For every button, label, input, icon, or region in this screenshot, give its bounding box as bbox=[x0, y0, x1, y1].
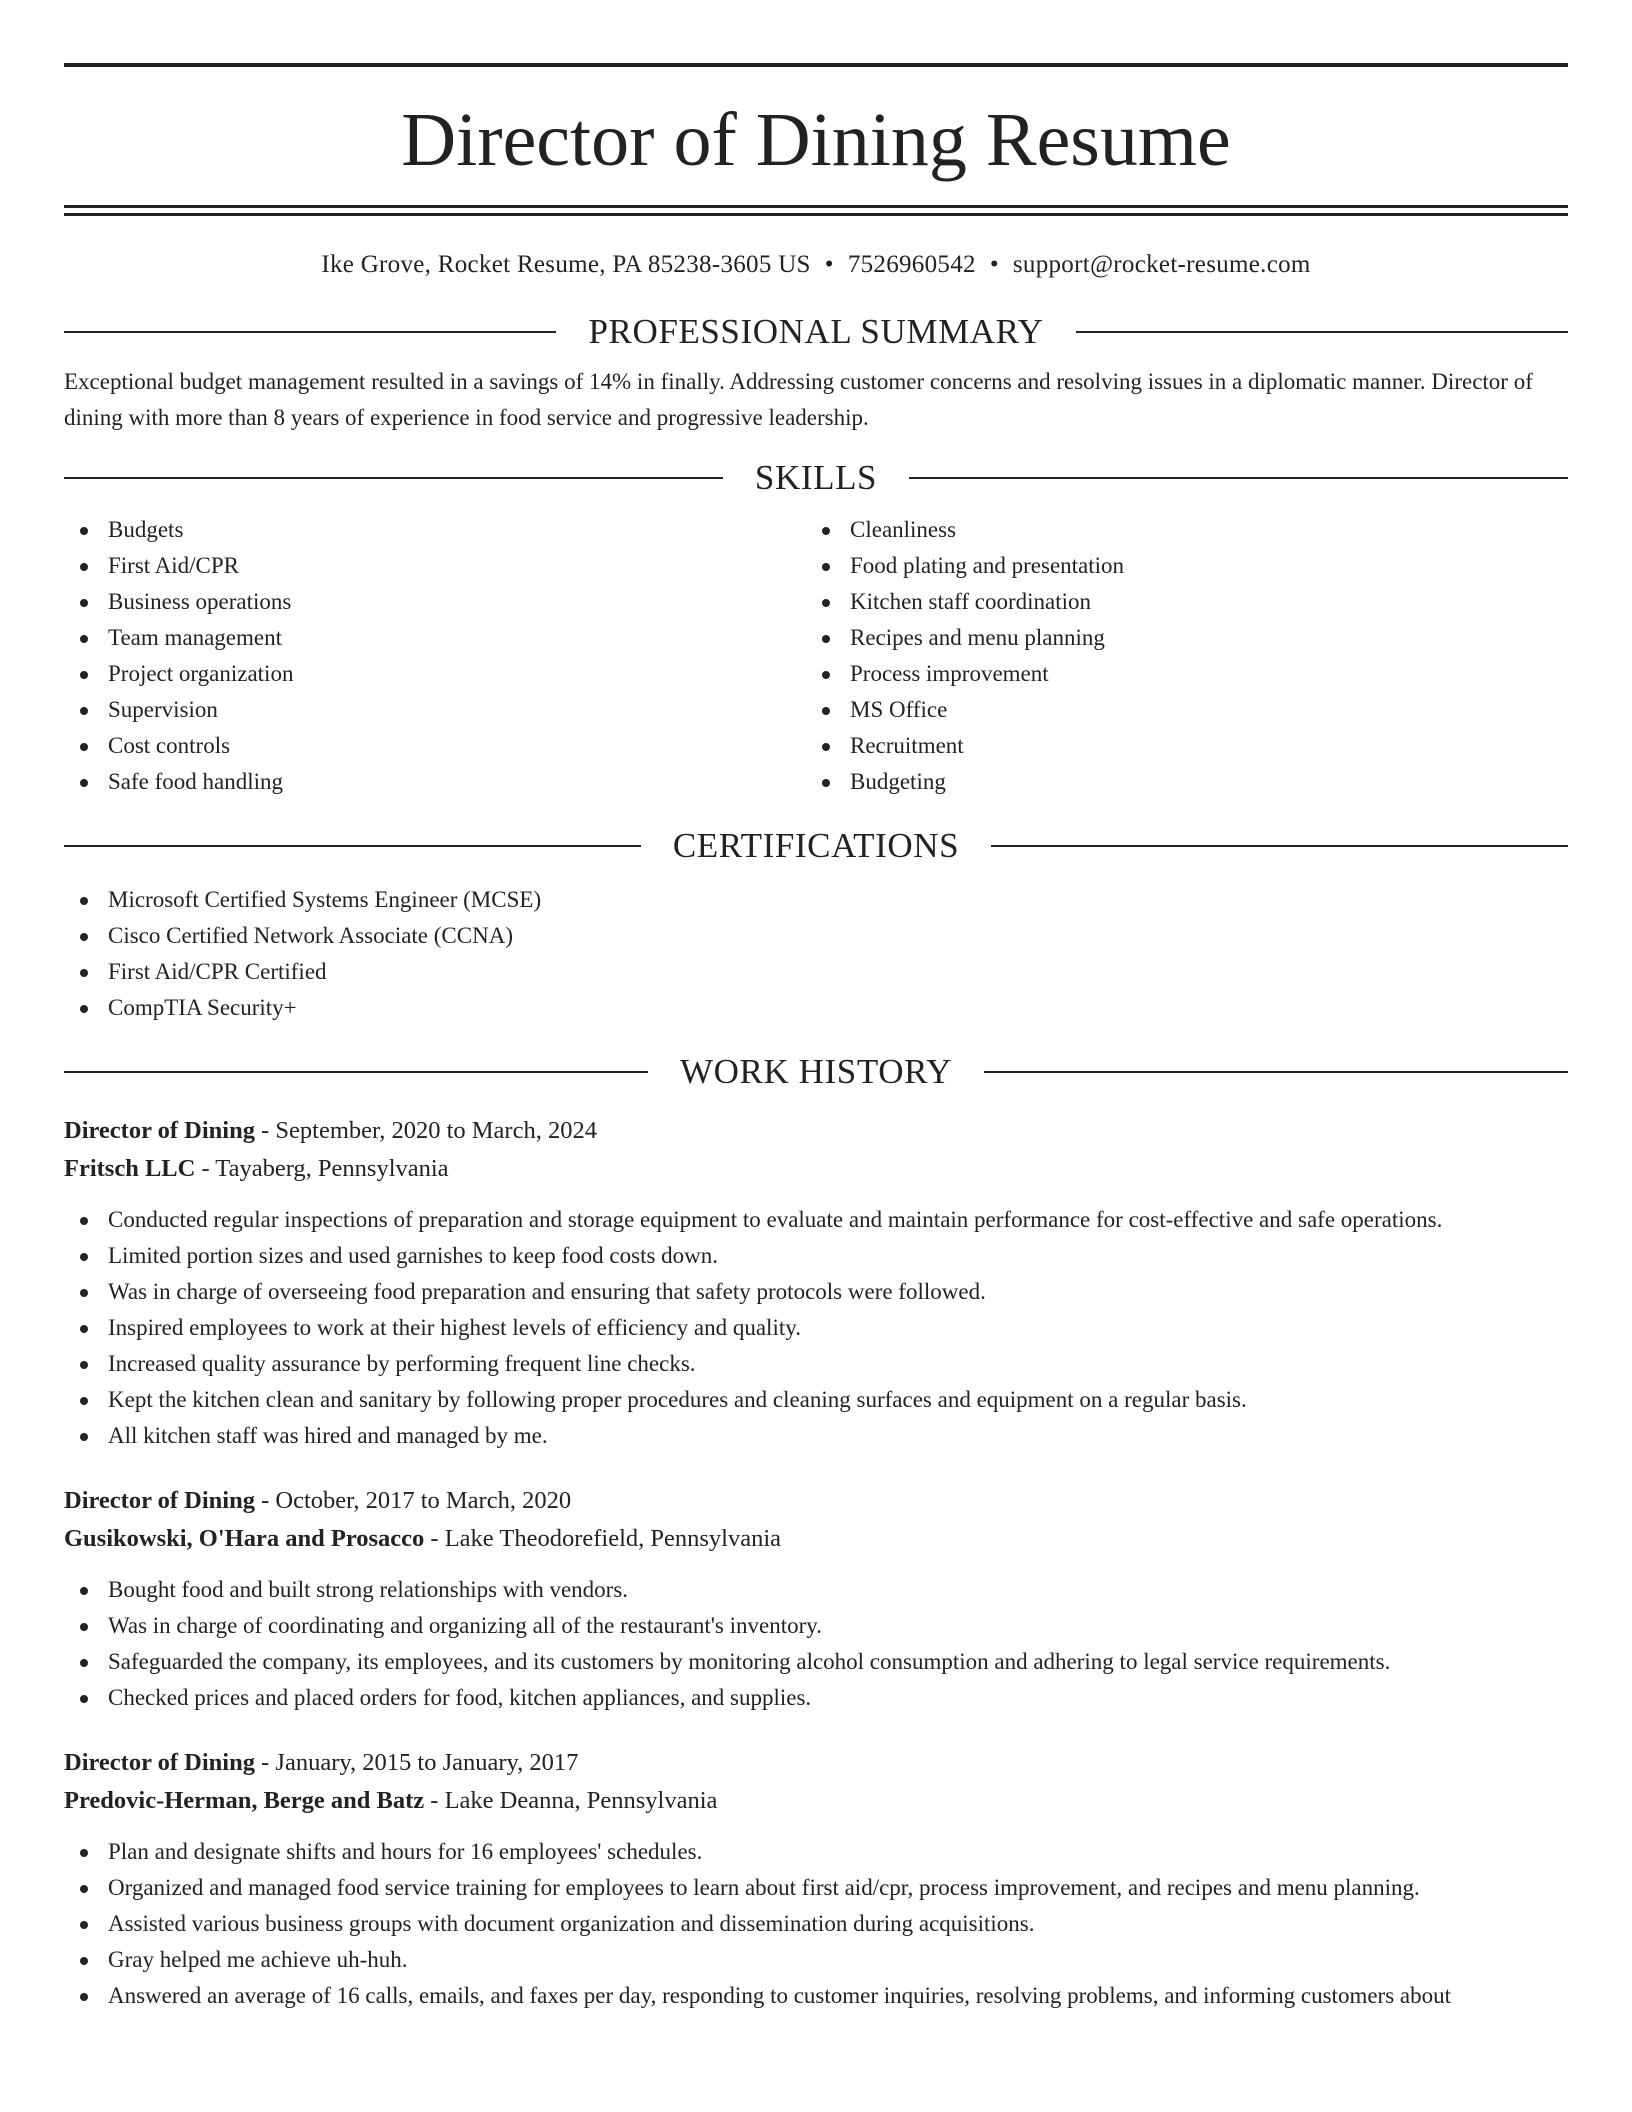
job-title: Director of Dining bbox=[64, 1749, 255, 1776]
certifications-list bbox=[64, 882, 1568, 1026]
job-title-line bbox=[64, 1112, 1568, 1150]
contact-separator: • bbox=[989, 251, 999, 278]
job-bullet: Was in charge of coordinating and organizing all of the restaurant's inventory. bbox=[64, 1608, 1568, 1644]
contact-phone: 7526960542 bbox=[847, 251, 976, 278]
job-bullet: Organized and managed food service training for employees to learn about first aid/cpr, process improvement, and recipes and menu planning. bbox=[64, 1870, 1568, 1906]
job-bullet: Increased quality assurance by performing frequent line checks. bbox=[64, 1346, 1568, 1382]
job-bullet: Was in charge of overseeing food preparation and ensuring that safety protocols were followed. bbox=[64, 1274, 1568, 1310]
job-bullets bbox=[64, 1834, 1568, 2014]
skill-item: Cost controls bbox=[64, 728, 806, 764]
job-company: Gusikowski, O'Hara and Prosacco bbox=[64, 1525, 425, 1552]
heading-rule bbox=[64, 845, 641, 847]
certification-item: CompTIA Security+ bbox=[64, 990, 1568, 1026]
certification-item: First Aid/CPR Certified bbox=[64, 954, 1568, 990]
job-bullets bbox=[64, 1572, 1568, 1716]
job-bullet: Conducted regular inspections of preparation and storage equipment to evaluate and maintain performance for cost-effective and safe operations. bbox=[64, 1202, 1568, 1238]
job-dates: - January, 2015 to January, 2017 bbox=[255, 1749, 579, 1776]
job-location: - Lake Deanna, Pennsylvania bbox=[424, 1787, 718, 1814]
contact-email[interactable]: support@rocket-resume.com bbox=[1012, 251, 1311, 278]
job-entry bbox=[64, 1744, 1568, 2014]
skill-item: Recipes and menu planning bbox=[806, 620, 1548, 656]
job-bullet: Answered an average of 16 calls, emails, and faxes per day, responding to customer inquiries, resolving problems, and informing customers about bbox=[64, 1978, 1568, 2014]
skill-item: Food plating and presentation bbox=[806, 548, 1548, 584]
heading-rule bbox=[64, 331, 556, 333]
job-location: - Tayaberg, Pennsylvania bbox=[195, 1155, 449, 1182]
job-company: Predovic-Herman, Berge and Batz bbox=[64, 1787, 425, 1814]
heading-rule bbox=[64, 477, 723, 479]
resume-page bbox=[64, 0, 1568, 2014]
skill-item: Budgets bbox=[64, 512, 806, 548]
contact-separator: • bbox=[824, 251, 834, 278]
job-company-line bbox=[64, 1782, 1568, 1820]
job-entry bbox=[64, 1482, 1568, 1716]
skill-item: Budgeting bbox=[806, 764, 1548, 800]
skill-item: Team management bbox=[64, 620, 806, 656]
job-company: Fritsch LLC bbox=[64, 1155, 196, 1182]
job-title-line bbox=[64, 1482, 1568, 1520]
skill-item: MS Office bbox=[806, 692, 1548, 728]
heading-rule bbox=[984, 1071, 1568, 1073]
skills-heading bbox=[64, 456, 1568, 500]
page-title: Director of Dining Resume bbox=[401, 98, 1231, 182]
contact-address: Ike Grove, Rocket Resume, PA 85238-3605 US bbox=[321, 251, 811, 278]
job-title: Director of Dining bbox=[64, 1117, 255, 1144]
job-bullet: Checked prices and placed orders for food, kitchen appliances, and supplies. bbox=[64, 1680, 1568, 1716]
skill-item: Kitchen staff coordination bbox=[806, 584, 1548, 620]
job-location: - Lake Theodorefield, Pennsylvania bbox=[424, 1525, 782, 1552]
certification-item: Cisco Certified Network Associate (CCNA) bbox=[64, 918, 1568, 954]
job-bullet: Kept the kitchen clean and sanitary by following proper procedures and cleaning surfaces and equipment on a regular basis. bbox=[64, 1382, 1568, 1418]
certification-item: Microsoft Certified Systems Engineer (MCSE) bbox=[64, 882, 1568, 918]
heading-rule bbox=[1076, 331, 1568, 333]
job-title-line bbox=[64, 1744, 1568, 1782]
skills-heading-label: SKILLS bbox=[754, 458, 878, 497]
work-history-heading bbox=[64, 1050, 1568, 1094]
summary-heading-label: PROFESSIONAL SUMMARY bbox=[588, 312, 1044, 351]
summary-heading bbox=[64, 310, 1568, 354]
certifications-heading-label: CERTIFICATIONS bbox=[672, 826, 960, 865]
job-bullet: All kitchen staff was hired and managed by me. bbox=[64, 1418, 1568, 1454]
top-rule bbox=[64, 63, 1568, 67]
skill-item: First Aid/CPR bbox=[64, 548, 806, 584]
heading-rule bbox=[909, 477, 1568, 479]
skills-list-right bbox=[806, 512, 1548, 800]
certifications-heading bbox=[64, 824, 1568, 868]
heading-rule bbox=[991, 845, 1568, 847]
skills-columns bbox=[64, 512, 1568, 800]
skill-item: Process improvement bbox=[806, 656, 1548, 692]
heading-rule bbox=[64, 1071, 648, 1073]
job-dates: - October, 2017 to March, 2020 bbox=[255, 1487, 572, 1514]
summary-text: Exceptional budget management resulted in a savings of 14% in finally. Addressing customer concerns and resolving issues in a diplomatic manner. Director of dining with more than 8 years of experience in food service and progressive leadership. bbox=[64, 369, 1533, 430]
skill-item: Safe food handling bbox=[64, 764, 806, 800]
job-company-line bbox=[64, 1150, 1568, 1188]
job-bullet: Inspired employees to work at their highest levels of efficiency and quality. bbox=[64, 1310, 1568, 1346]
job-bullets bbox=[64, 1202, 1568, 1454]
skills-list-left bbox=[64, 512, 806, 800]
skill-item: Cleanliness bbox=[806, 512, 1548, 548]
job-dates: - September, 2020 to March, 2024 bbox=[255, 1117, 597, 1144]
skill-item: Supervision bbox=[64, 692, 806, 728]
job-bullet: Gray helped me achieve uh-huh. bbox=[64, 1942, 1568, 1978]
title-double-rule bbox=[64, 205, 1568, 216]
skill-item: Recruitment bbox=[806, 728, 1548, 764]
contact-line bbox=[64, 250, 1568, 280]
job-bullet: Plan and designate shifts and hours for 16 employees' schedules. bbox=[64, 1834, 1568, 1870]
job-entry bbox=[64, 1112, 1568, 1454]
job-bullet: Assisted various business groups with document organization and dissemination during acquisitions. bbox=[64, 1906, 1568, 1942]
work-history-heading-label: WORK HISTORY bbox=[680, 1052, 952, 1091]
job-title: Director of Dining bbox=[64, 1487, 255, 1514]
job-bullet: Safeguarded the company, its employees, and its customers by monitoring alcohol consumption and adhering to legal service requirements. bbox=[64, 1644, 1568, 1680]
skill-item: Business operations bbox=[64, 584, 806, 620]
job-bullet: Limited portion sizes and used garnishes to keep food costs down. bbox=[64, 1238, 1568, 1274]
job-company-line bbox=[64, 1520, 1568, 1558]
job-bullet: Bought food and built strong relationships with vendors. bbox=[64, 1572, 1568, 1608]
skill-item: Project organization bbox=[64, 656, 806, 692]
